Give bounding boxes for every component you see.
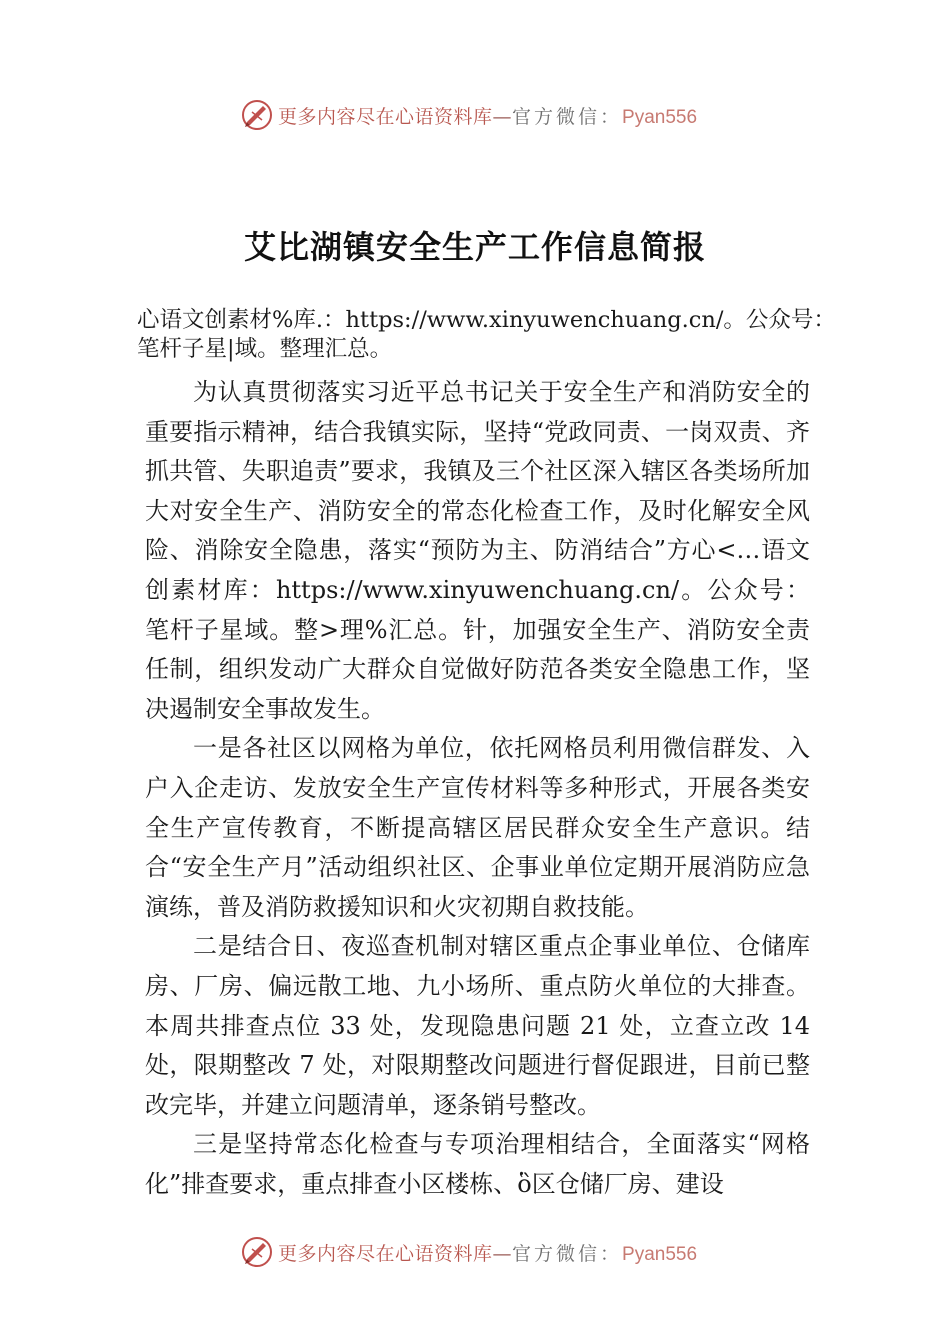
banner-slogan: 更多内容尽在心语资料库 <box>278 105 493 128</box>
banner-slogan: 更多内容尽在心语资料库 <box>278 1242 493 1265</box>
banner-wechat-label: 官方微信： <box>512 105 623 128</box>
paragraph: 二是结合日、夜巡查机制对辖区重点企事业单位、仓储库房、厂房、偏远散工地、九小场所、重点防火单位的大排查。本周共排查点位 33 处，发现隐患问题 21 处，立查立改 14 处，限期整改 7 处，对限期整改问题进行督促跟进，目前已整改完毕，并建立问题清单，逐条销号整改。 <box>145 932 810 1119</box>
banner-wechat-id: Pyan556 <box>622 1243 698 1265</box>
document-body <box>145 373 810 1204</box>
source-note: 心语文创素材%库.：https://www.xinyuwenchuang.cn/。公众号：笔杆子星|域。整理汇总。 <box>137 307 836 362</box>
banner-dash: — <box>492 105 513 128</box>
document-title: 艾比湖镇安全生产工作信息简报 <box>243 228 706 266</box>
paragraph: 为认真贯彻落实习近平总书记关于安全生产和消防安全的重要指示精神，结合我镇实际，坚持“党政同责、一岗双责、齐抓共管、失职追责”要求，我镇及三个社区深入辖区各类场所加大对安全生产、消防安全的常态化检查工作，及时化解安全风险、消除安全隐患，落实“预防为主、防消结合”方心<…语文创素材库：https://www.xinyuwenchuang.cn/。公众号：笔杆子星域。整>理%汇总。针，加强安全生产、消防安全责任制，组织发动广大群众自觉做好防范各类安全隐患工作，坚决遏制安全事故发生。 <box>145 378 810 723</box>
paragraph: 三是坚持常态化检查与专项治理相结合，全面落实“网格化”排查要求，重点排查小区楼栋、ὃ区仓储厂房、建设 <box>145 1130 810 1198</box>
footer-banner <box>240 1232 760 1272</box>
pen-logo-icon <box>240 1235 274 1269</box>
banner-wechat-id: Pyan556 <box>622 106 698 128</box>
paragraph: 一是各社区以网格为单位，依托网格员利用微信群发、入户入企走访、发放安全生产宣传材料等多种形式，开展各类安全生产宣传教育，不断提高辖区居民群众安全生产意识。结合“安全生产月”活动组织社区、企事业单位定期开展消防应急演练，普及消防救援知识和火灾初期自救技能。 <box>145 734 810 921</box>
banner-wechat-label: 官方微信： <box>512 1242 623 1265</box>
banner-dash: — <box>492 1242 513 1265</box>
pen-logo-icon <box>240 98 274 132</box>
banner-text <box>278 102 697 129</box>
header-banner <box>240 95 760 135</box>
banner-text <box>278 1239 697 1266</box>
